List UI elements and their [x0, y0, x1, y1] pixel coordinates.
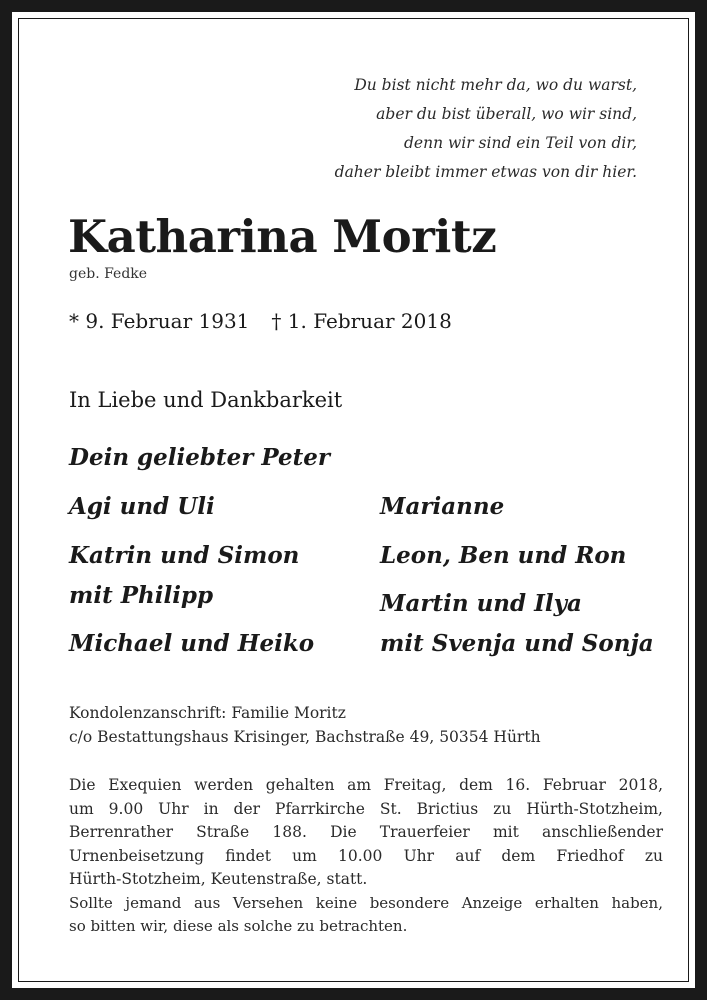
motto-poem: [335, 71, 637, 187]
condolence-line: Kondolenzanschrift: Familie Moritz: [69, 704, 346, 722]
service-line: Urnenbeisetzung findet um 10.00 Uhr auf dem Friedhof zu: [69, 846, 663, 865]
deceased-name: Katharina Moritz: [68, 210, 497, 263]
motto-line: Du bist nicht mehr da, wo du warst,: [354, 76, 637, 94]
maiden-name: geb. Fedke: [69, 266, 148, 282]
notice-text: [69, 892, 663, 938]
gratitude-line: In Liebe und Dankbarkeit: [69, 388, 343, 412]
family-member-left: mit Philipp: [69, 582, 214, 609]
motto-line: daher bleibt immer etwas von dir hier.: [334, 163, 637, 181]
motto-line: denn wir sind ein Teil von dir,: [404, 134, 637, 152]
service-line: Die Exequien werden gehalten am Freitag, dem 16. Februar 2018,: [69, 776, 663, 794]
family-member-left: Katrin und Simon: [69, 542, 300, 569]
service-line: um 9.00 Uhr in der Pfarrkirche St. Brictius zu Hürth-Stotzheim,: [69, 799, 663, 818]
notice-line: so bitten wir, diese als solche zu betrachten.: [69, 917, 408, 935]
family-member-left: Michael und Heiko: [69, 630, 315, 657]
family-member-left: Agi und Uli: [69, 493, 215, 520]
family-spouse: Dein geliebter Peter: [69, 444, 331, 471]
family-member-right: mit Svenja und Sonja: [380, 630, 654, 657]
motto-line: aber du bist überall, wo wir sind,: [376, 105, 637, 123]
service-line: Hürth-Stotzheim, Keutenstraße, statt.: [69, 870, 368, 888]
service-line: Berrenrather Straße 188. Die Trauerfeier mit anschließender: [69, 823, 663, 841]
family-member-right: Martin und Ilya: [380, 590, 582, 617]
death-date: † 1. Februar 2018: [271, 309, 452, 333]
notice-line: Sollte jemand aus Versehen keine besondere Anzeige erhalten haben,: [69, 894, 663, 912]
family-member-right: Leon, Ben und Ron: [380, 542, 627, 569]
condolence-address: [69, 702, 663, 749]
birth-date: * 9. Februar 1931: [69, 309, 250, 333]
life-dates: [69, 307, 452, 335]
family-member-right: Marianne: [380, 493, 505, 520]
service-details: [69, 774, 663, 892]
condolence-line: c/o Bestattungshaus Krisinger, Bachstraße 49, 50354 Hürth: [69, 727, 541, 746]
